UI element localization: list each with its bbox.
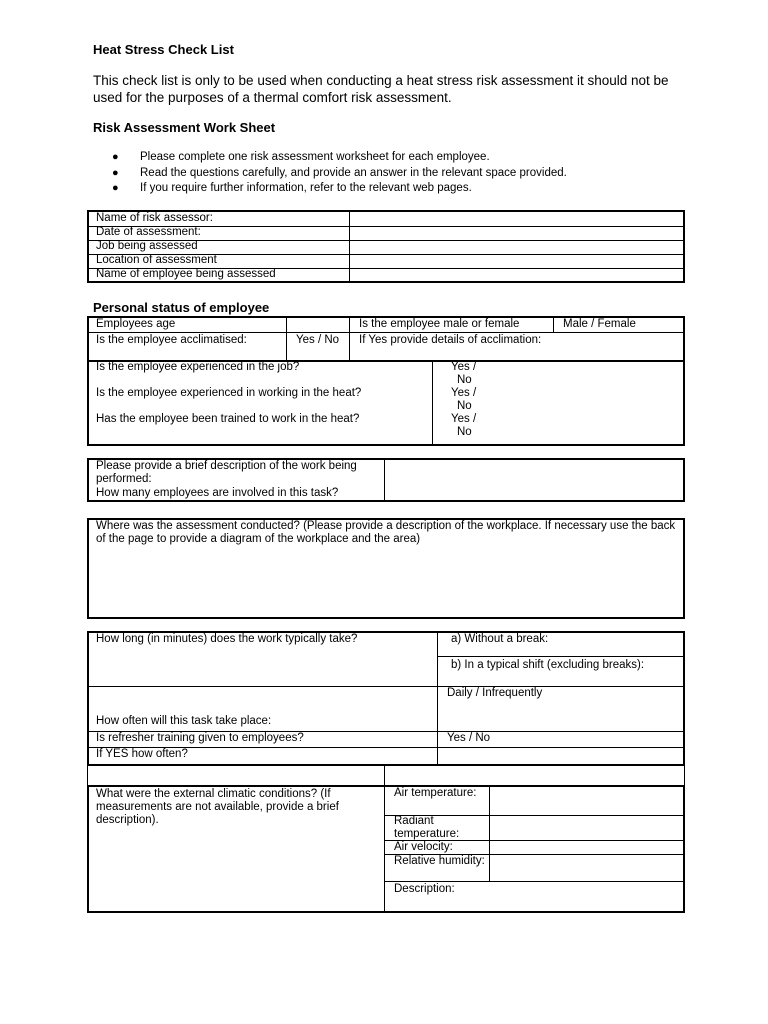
job-label: Job being assessed	[96, 240, 198, 252]
acclimatised-options[interactable]: Yes / No	[296, 334, 340, 346]
description-label: Description:	[394, 883, 455, 895]
instruction-item	[112, 166, 567, 182]
without-break-label: a) Without a break:	[451, 633, 549, 645]
acclimatised-question: Is the employee acclimatised:	[96, 334, 247, 346]
employee-name-label: Name of employee being assessed	[96, 268, 276, 280]
instruction-text: Read the questions carefully, and provide an answer in the relevant space provided.	[140, 166, 567, 179]
experienced-job-question: Is the employee experienced in the job?	[96, 361, 300, 373]
air-temperature-label: Air temperature:	[394, 787, 477, 799]
refresher-training-question: Is refresher training given to employees?	[96, 732, 304, 744]
experienced-job-no[interactable]: No	[457, 374, 472, 386]
intro-text: This check list is only to be used when conducting a heat stress risk assessment it should not be used for the purposes of a thermal comfort risk assessment.	[93, 73, 669, 105]
instruction-text: If you require further information, refer to the relevant web pages.	[140, 182, 472, 194]
location-label: Location of assessment	[96, 254, 217, 266]
instruction-item	[112, 150, 567, 166]
air-velocity-field[interactable]	[491, 841, 683, 853]
frequency-question: How often will this task take place:	[96, 715, 272, 727]
personal-status-title: Personal status of employee	[93, 300, 270, 315]
bullet-icon: ●	[112, 166, 119, 179]
age-label: Employees age	[96, 318, 176, 330]
work-description-field[interactable]	[386, 460, 683, 500]
instruction-text: Please complete one risk assessment worksheet for each employee.	[140, 151, 490, 163]
acclimation-details-label: If Yes provide details of acclimation:	[359, 334, 542, 346]
refresher-training-options[interactable]: Yes / No	[447, 732, 491, 744]
experienced-heat-yes[interactable]: Yes /	[451, 387, 477, 399]
gender-question: Is the employee male or female	[359, 318, 520, 330]
typical-shift-label: b) In a typical shift (excluding breaks):	[451, 659, 645, 671]
assessor-field[interactable]	[351, 212, 683, 225]
experienced-heat-question: Is the employee experienced in working in the heat?	[96, 387, 362, 399]
age-field[interactable]	[288, 318, 348, 331]
workplace-description-question: Where was the assessment conducted? (Please provide a description of the workplace. If necessary use the back of the page to provide a diagram of the workplace and the area)	[96, 520, 676, 545]
relative-humidity-field[interactable]	[491, 855, 683, 880]
work-description-label: Please provide a brief description of the work being performed:	[96, 460, 357, 485]
trained-heat-yes[interactable]: Yes /	[451, 413, 477, 425]
trained-heat-no[interactable]: No	[457, 426, 472, 438]
frequency-options[interactable]: Daily / Infrequently	[447, 687, 543, 699]
date-label: Date of assessment:	[96, 226, 201, 238]
radiant-temperature-label: Radiant temperature:	[394, 815, 460, 840]
refresher-frequency-label: If YES how often?	[96, 748, 188, 760]
experienced-heat-no[interactable]: No	[457, 400, 472, 412]
page-title: Heat Stress Check List	[93, 42, 234, 57]
work-duration-question: How long (in minutes) does the work typically take?	[96, 633, 358, 645]
assessor-label: Name of risk assessor:	[96, 212, 213, 224]
worksheet-title: Risk Assessment Work Sheet	[93, 120, 276, 135]
climatic-conditions-question: What were the external climatic conditions? (If measurements are not available, provide a brief description).	[96, 788, 339, 826]
description-field[interactable]	[470, 882, 683, 911]
air-velocity-label: Air velocity:	[394, 841, 453, 853]
instruction-list	[112, 150, 567, 197]
employee-count-label: How many employees are involved in this task?	[96, 487, 339, 499]
trained-heat-question: Has the employee been trained to work in the heat?	[96, 413, 360, 425]
air-temperature-field[interactable]	[491, 787, 683, 814]
date-field[interactable]	[351, 227, 683, 239]
experienced-job-yes[interactable]: Yes /	[451, 361, 477, 373]
radiant-temperature-field[interactable]	[491, 816, 683, 839]
instruction-item	[112, 181, 567, 197]
workplace-description-field[interactable]	[90, 550, 682, 616]
location-field[interactable]	[351, 255, 683, 267]
gender-options[interactable]: Male / Female	[563, 318, 636, 330]
duration-table	[87, 631, 685, 766]
employee-name-field[interactable]	[351, 269, 683, 281]
relative-humidity-label: Relative humidity:	[394, 855, 485, 867]
bullet-icon: ●	[112, 151, 119, 163]
job-field[interactable]	[351, 241, 683, 253]
bullet-icon: ●	[112, 182, 119, 194]
refresher-frequency-field[interactable]	[439, 749, 683, 764]
